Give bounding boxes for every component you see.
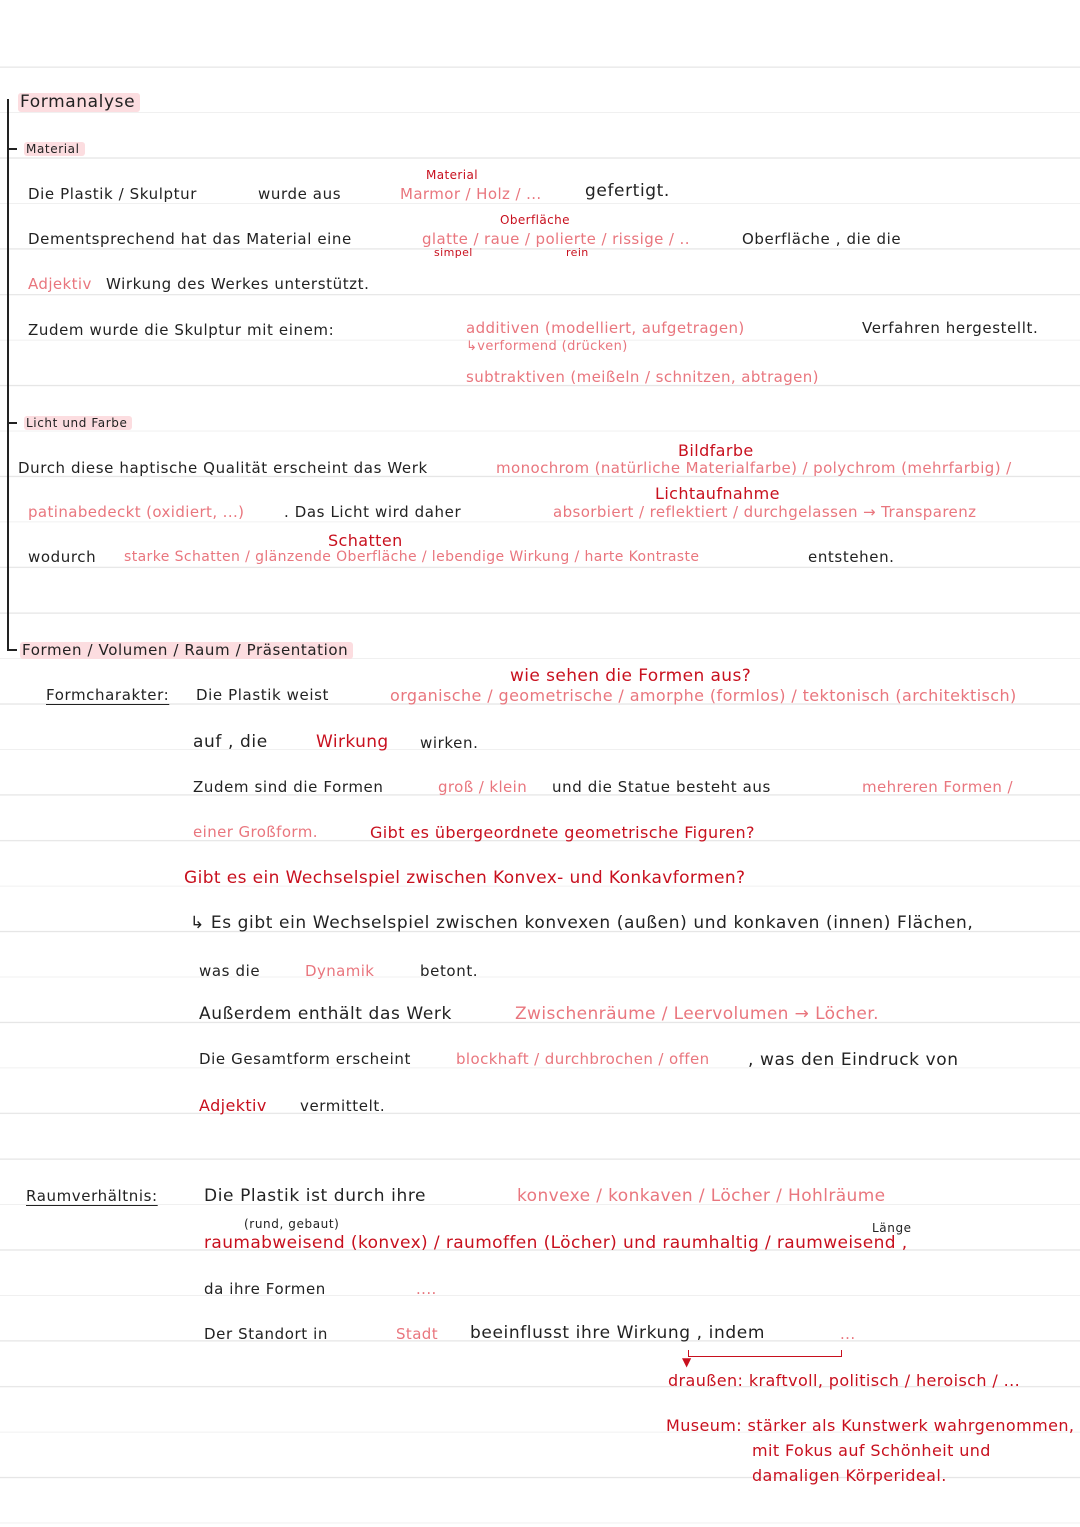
effect-options: starke Schatten / glänzende Oberfläche / lebendige Wirkung / harte Kontraste <box>124 549 700 565</box>
surface-options: glatte / raue / polierte / rissige / .. <box>422 230 690 248</box>
color-options: monochrom (natürliche Materialfarbe) / polychrom (mehrfarbig) / <box>496 459 1012 477</box>
material-line1-a: Die Plastik / Skulptur <box>28 185 197 203</box>
licht-line1-a: Durch diese haptische Qualität erscheint das Werk <box>18 459 428 477</box>
question-konvex-konkav: Gibt es ein Wechselspiel zwischen Konvex- und Konkavformen? <box>184 868 746 888</box>
licht-line3-end: entstehen. <box>808 548 895 566</box>
zudem-line-a: Zudem sind die Formen <box>193 778 384 796</box>
surface-sub-simpel: simpel <box>434 246 473 259</box>
material-line2-a: Dementsprechend hat das Material eine <box>28 230 352 248</box>
bildfarbe-note: Bildfarbe <box>678 441 754 460</box>
licht-line2-b: . Das Licht wird daher <box>284 503 462 521</box>
material-line2-end: Oberfläche , die die <box>742 230 902 248</box>
dynamik-line-a: was die <box>199 962 261 980</box>
bracket-hook-licht <box>7 422 17 424</box>
museum-note-3: damaligen Körperideal. <box>752 1466 947 1485</box>
zudem-line-c: und die Statue besteht aus <box>552 778 771 796</box>
raumverhaeltnis-label: Raumverhältnis: <box>26 1187 158 1205</box>
standort-line-d: ... <box>840 1325 856 1343</box>
heading-formen-volumen: Formen / Volumen / Raum / Präsentation <box>20 642 353 659</box>
eindruck-end: vermittelt. <box>300 1097 386 1115</box>
process-additive: additiven (modelliert, aufgetragen) <box>466 319 745 337</box>
formcharakter-a: Die Plastik weist <box>196 686 329 704</box>
gesamtform-line-a: Die Gesamtform erscheint <box>199 1050 411 1068</box>
raum-line3-b: .... <box>416 1280 437 1298</box>
draussen-note: draußen: kraftvoll, politisch / heroisch / ... <box>668 1371 1021 1390</box>
space-options: Zwischenräume / Leervolumen → Löcher. <box>515 1004 879 1024</box>
ausserdem-line-a: Außerdem enthält das Werk <box>199 1004 452 1024</box>
raum-types: raumabweisend (konvex) / raumoffen (Löcher) und raumhaltig / raumweisend , <box>204 1233 908 1253</box>
gesamtform-line-c: , was den Eindruck von <box>748 1050 959 1070</box>
size-options: groß / klein <box>438 778 528 796</box>
light-options: absorbiert / reflektiert / durchgelassen → Transparenz <box>553 503 977 521</box>
material-line4-end: Verfahren hergestellt. <box>862 319 1039 337</box>
surface-note: Oberfläche <box>500 213 570 227</box>
bracket-hook-formen <box>7 649 17 651</box>
formcharakter-label: Formcharakter: <box>46 686 170 704</box>
formcharakter-c: auf , die <box>193 732 268 752</box>
grossform-option: einer Großform. <box>193 823 318 841</box>
museum-note-2: mit Fokus auf Schönheit und <box>752 1441 991 1460</box>
question-figures: Gibt es übergeordnete geometrische Figuren? <box>370 823 755 842</box>
section-bracket-line <box>7 99 9 649</box>
question-forms: wie sehen die Formen aus? <box>510 666 752 686</box>
material-adjektiv: Adjektiv <box>28 275 92 293</box>
heading-licht-farbe: Licht und Farbe <box>24 416 132 430</box>
heading-formanalyse: Formanalyse <box>18 93 140 112</box>
arrow-down-icon: ▼ <box>682 1355 692 1369</box>
process-subtractive: subtraktiven (meißeln / schnitzen, abtragen) <box>466 368 819 386</box>
parts-option: mehreren Formen / <box>862 778 1013 796</box>
material-note: Material <box>426 168 478 182</box>
raum-line1-a: Die Plastik ist durch ihre <box>204 1186 427 1206</box>
dynamik-word: Dynamik <box>305 962 375 980</box>
overall-form-options: blockhaft / durchbrochen / offen <box>456 1050 710 1068</box>
formcharakter-wirkung: Wirkung <box>316 732 389 752</box>
material-line1-b: wurde aus <box>258 185 342 203</box>
raum-note-rund: (rund, gebaut) <box>244 1217 340 1231</box>
standort-line-a: Der Standort in <box>204 1325 329 1343</box>
process-verformend: ↳verformend (drücken) <box>466 339 628 354</box>
material-line1-end: gefertigt. <box>585 181 670 201</box>
patina-option: patinabedeckt (oxidiert, ...) <box>28 503 245 521</box>
material-line3: Wirkung des Werkes unterstützt. <box>106 275 370 293</box>
standort-stadt: Stadt <box>396 1325 438 1343</box>
material-line4-a: Zudem wurde die Skulptur mit einem: <box>28 321 335 339</box>
dynamik-line-c: betont. <box>420 962 479 980</box>
bracket-hook-material <box>7 148 17 150</box>
raum-line3-a: da ihre Formen <box>204 1280 326 1298</box>
surface-sub-rein: rein <box>566 246 589 259</box>
lichtaufnahme-note: Lichtaufnahme <box>655 484 780 503</box>
museum-note-1: Museum: stärker als Kunstwerk wahrgenommen, <box>666 1416 1075 1435</box>
schatten-note: Schatten <box>328 531 403 550</box>
formcharakter-e: wirken. <box>420 734 479 752</box>
licht-line3-a: wodurch <box>28 548 97 566</box>
form-options: organische / geometrische / amorphe (formlos) / tektonisch (architektisch) <box>390 686 1017 705</box>
bracket-arrow <box>688 1350 842 1357</box>
raum-options: konvexe / konkaven / Löcher / Hohlräume <box>517 1186 886 1206</box>
heading-material: Material <box>24 142 85 156</box>
wechselspiel-line: ↳ Es gibt ein Wechselspiel zwischen konvexen (außen) und konkaven (innen) Flächen, <box>190 913 974 933</box>
eindruck-adjektiv: Adjektiv <box>199 1096 267 1115</box>
material-line1-options: Marmor / Holz / ... <box>400 185 542 203</box>
raum-note-laenge: Länge <box>872 1221 912 1235</box>
standort-line-c: beeinflusst ihre Wirkung , indem <box>470 1323 765 1343</box>
